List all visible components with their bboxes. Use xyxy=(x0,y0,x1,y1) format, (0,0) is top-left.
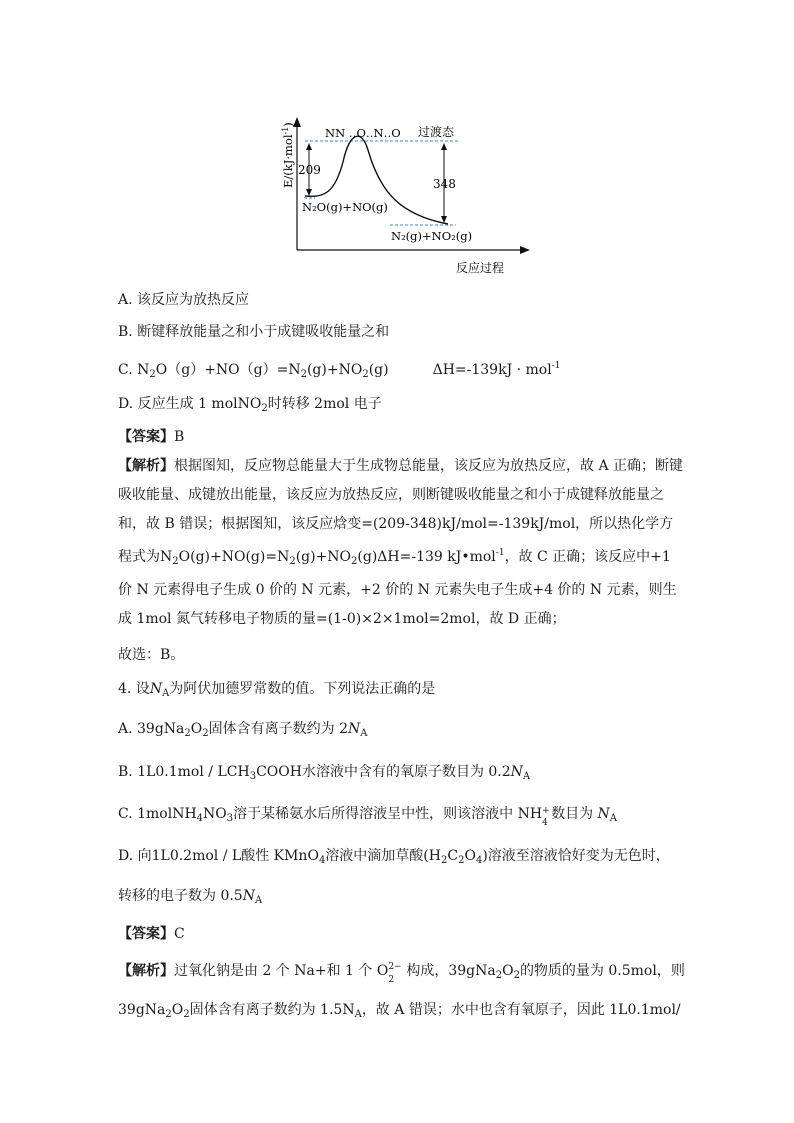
y-axis-label: E/(kJ·mol$^{-1}$) xyxy=(281,122,295,188)
products-label: N₂(g)+NO₂(g) xyxy=(391,229,473,243)
q3-option-b: B. 断键释放能量之和小于成键吸收能量之和 xyxy=(118,324,390,340)
barrier-reverse-arrowhead-top xyxy=(441,143,447,150)
q4-analysis-line1: 【解析】过氧化钠是由 2 个 Na+和 1 个 O 2− 2 构成，$39gNa_2O_2$的物质的量为 0.5mol，则 xyxy=(118,962,685,985)
q4-option-d: D. 向1L0.2mol / L酸性 KMnO$_4$溶液中滴加草酸$(H_2C_2O_4)$溶液至溶液恰好变为无色时， xyxy=(118,848,670,866)
q4-option-a: A. $39gNa_2O_2$固体含有离子数约为 $2N_A$ xyxy=(118,721,368,739)
barrier-forward-arrowhead-bottom xyxy=(306,189,312,196)
barrier-forward-arrowhead-top xyxy=(306,143,312,150)
q3-option-d: D. 反应生成 1 molNO$_2$时转移 2mol 电子 xyxy=(118,396,382,414)
q4-option-b: B. $1L0.1mol / LCH_3COOH$水溶液中含有的氧原子数目为 $0.2N_A$ xyxy=(118,764,531,782)
q3-conclusion: 故选：B。 xyxy=(118,647,185,663)
reactants-label: N₂O(g)+NO(g) xyxy=(302,200,388,214)
barrier-reverse-label: 348 xyxy=(433,177,456,191)
barrier-reverse-arrowhead-bottom xyxy=(441,216,447,223)
transition-state-label: 过渡态 xyxy=(418,125,455,139)
q3-option-a: A. 该反应为放热反应 xyxy=(118,292,250,308)
q4-stem: 4. 设$N_A$为阿伏加德罗常数的值。下列说法正确的是 xyxy=(118,681,436,699)
q4-analysis-line2: $39gNa_2O_2$固体含有离子数约为 $1.5N_A$，故 A 错误；水中也含有氧原子，因此 1L0.1mol/ xyxy=(118,1002,681,1020)
energy-diagram xyxy=(280,100,530,280)
q4-option-c: C. $1molNH_4NO_3$溶于某稀氨水后所得溶液呈中性，则该溶液中 NH + 4 数目为 $N_A$ xyxy=(118,806,618,828)
x-axis-arrow xyxy=(520,246,530,254)
q4-option-d-line2: 转移的电子数为 $0.5N_A$ xyxy=(118,888,263,906)
transition-species-label: NN ‥O‥N‥O xyxy=(325,126,401,140)
q4-answer: 【答案】C xyxy=(118,926,185,942)
q3-answer: 【答案】B xyxy=(118,429,185,445)
energy-diagram-svg xyxy=(280,100,530,280)
barrier-forward-label: 209 xyxy=(298,163,321,177)
q3-analysis: 【解析】根据图知，反应物总能量大于生成物总能量，该反应为放热反应，故 A 正确；断键吸收能量、成键放出能量，该反应为放热反应，则断键吸收能量之和小于成键释放能量之和，故 B 错误；根据图知，该反应焓变=(209-348)kJ/mol=-139kJ/mol，所以热化学方程式为$N_2O(g)+NO(g)=N_2(g)+NO_2(g)\Delta H=-139$ kJ•mol$^{-1}$，故 C 正确；该反应中+1 价 N 元素得电子生成 0 价的 N 元素，+2 价的 N 元素失电子生成+4 价的 N 元素，则生成 1mol 氮气转移电子物质的量=(1-0)×2×1mol=2mol，故 D 正确； xyxy=(118,458,684,627)
x-axis-label: 反应过程 xyxy=(456,261,505,275)
q3-option-c: C. $N_2O(g)+NO(g)=N_2(g)+NO_2(g) \Delta H=-139kJ \cdot mol^{-1}$ xyxy=(118,361,561,380)
